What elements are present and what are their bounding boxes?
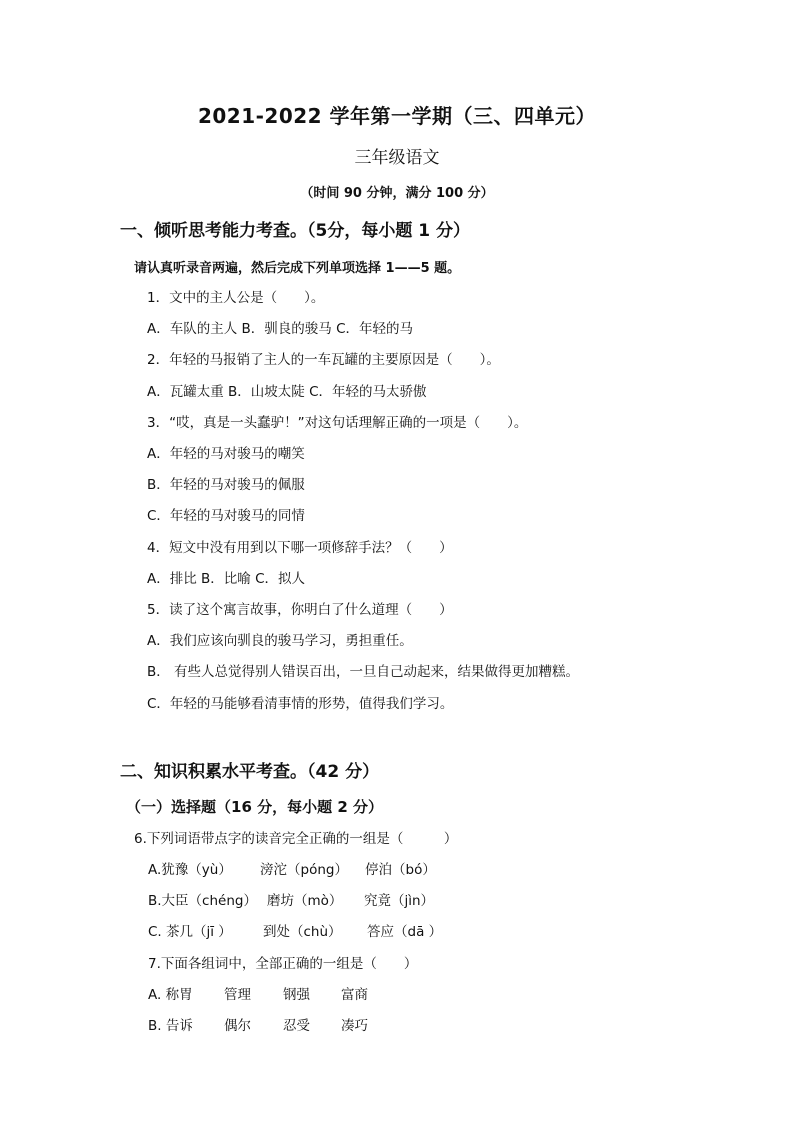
question-4: 4．短文中没有用到以下哪一项修辞手法？（ ） bbox=[147, 540, 453, 556]
q6-option-c-1: C. 茶几（jī ） bbox=[148, 924, 232, 940]
question-2-options: A．瓦罐太重 B．山坡太陡 C．年轻的马太骄傲 bbox=[147, 384, 427, 400]
section1-heading: 一、倾听思考能力考查。（5分，每小题 1 分） bbox=[120, 221, 470, 241]
question-5-option-c: C．年轻的马能够看清事情的形势，值得我们学习。 bbox=[147, 696, 454, 712]
q7-option-b-4: 凑巧 bbox=[341, 1018, 368, 1034]
q6-option-a-1: A.犹豫（yù） bbox=[148, 862, 232, 878]
section2-heading: 二、知识积累水平考查。（42 分） bbox=[120, 762, 380, 782]
question-6: 6.下列词语带点字的读音完全正确的一组是（ ） bbox=[134, 831, 458, 847]
q7-option-b-2: 偶尔 bbox=[224, 1018, 251, 1034]
q6-option-b-3: 究竟（jìn） bbox=[364, 893, 435, 909]
question-5-option-a: A．我们应该向驯良的骏马学习，勇担重任。 bbox=[147, 633, 413, 649]
q6-option-c-2: 到处（chù） bbox=[263, 924, 342, 940]
q6-option-b-2: 磨坊（mò） bbox=[267, 893, 343, 909]
q7-option-a-3: 钢强 bbox=[283, 987, 310, 1003]
q6-option-a-2: 滂沱（póng） bbox=[260, 862, 348, 878]
q7-option-b-3: 忍受 bbox=[283, 1018, 310, 1034]
q7-option-a-2: 管理 bbox=[224, 987, 251, 1003]
question-1-options: A．车队的主人 B．驯良的骏马 C．年轻的马 bbox=[147, 321, 414, 337]
question-2: 2．年轻的马报销了主人的一车瓦罐的主要原因是（ ）。 bbox=[147, 352, 500, 368]
section1-instruction: 请认真听录音两遍，然后完成下列单项选择 1——5 题。 bbox=[134, 261, 461, 276]
question-7: 7.下面各组词中，全部正确的一组是（ ） bbox=[148, 956, 418, 972]
exam-time-score: （时间 90 分钟，满分 100 分） bbox=[300, 186, 494, 201]
question-3-option-c: C．年轻的马对骏马的同情 bbox=[147, 508, 305, 524]
q6-option-c-3: 答应（dā ） bbox=[367, 924, 443, 940]
question-3-option-b: B．年轻的马对骏马的佩服 bbox=[147, 477, 305, 493]
question-4-options: A．排比 B．比喻 C．拟人 bbox=[147, 571, 306, 587]
question-3: 3．“哎，真是一头蠢驴！”对这句话理解正确的一项是（ ）。 bbox=[147, 415, 528, 431]
q7-option-b-1: B. 告诉 bbox=[148, 1018, 193, 1034]
q7-option-a-1: A. 称胃 bbox=[148, 987, 193, 1003]
question-3-option-a: A．年轻的马对骏马的嘲笑 bbox=[147, 446, 305, 462]
q7-option-a-4: 富商 bbox=[341, 987, 368, 1003]
question-5-option-b: B． 有些人总觉得别人错误百出，一旦自己动起来，结果做得更加糟糕。 bbox=[147, 664, 580, 680]
exam-title: 2021-2022 学年第一学期（三、四单元） bbox=[197, 104, 597, 128]
q6-option-a-3: 停泊（bó） bbox=[365, 862, 436, 878]
q6-option-b-1: B.大臣（chéng） bbox=[148, 893, 257, 909]
section2-sub-heading: （一）选择题（16 分，每小题 2 分） bbox=[126, 798, 383, 816]
question-5: 5．读了这个寓言故事，你明白了什么道理（ ） bbox=[147, 602, 453, 618]
exam-grade: 三年级语文 bbox=[354, 148, 440, 168]
question-1: 1．文中的主人公是（ ）。 bbox=[147, 290, 325, 306]
